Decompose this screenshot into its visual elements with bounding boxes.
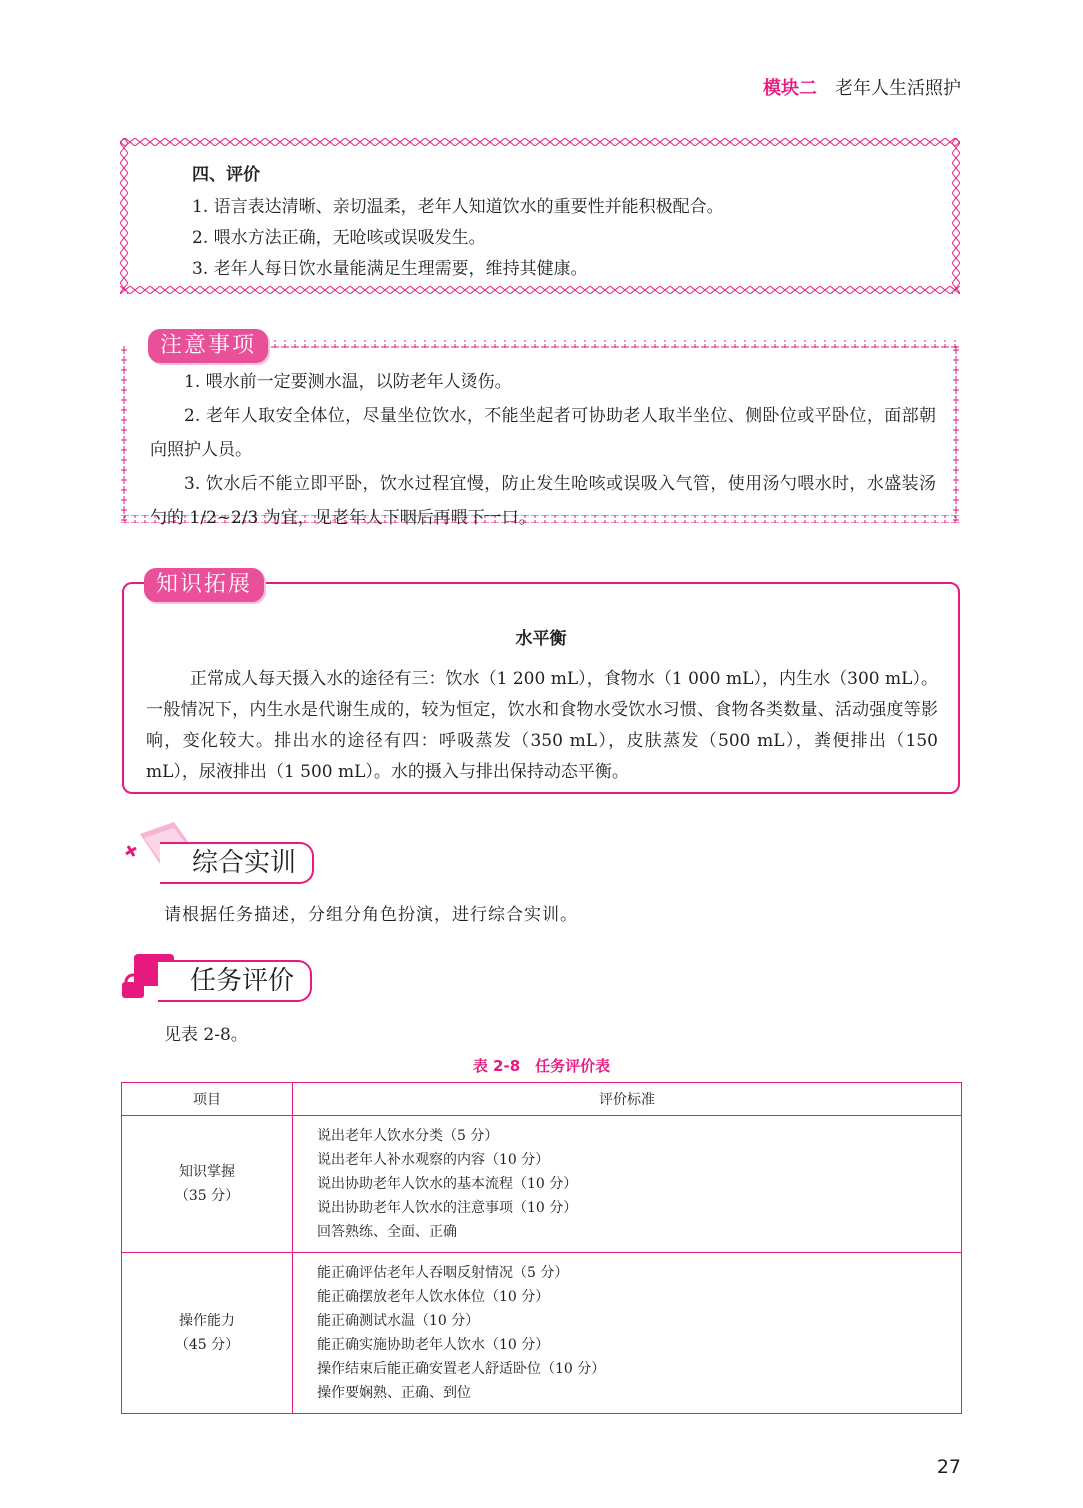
table-caption: 表 2-8 任务评价表 [472,1057,611,1075]
evaluation-box [120,138,960,294]
category-score: （45 分） [174,1337,240,1353]
knowledge-box [122,572,960,794]
evaluation-item: 3. 老年人每日饮水量能满足生理需要，维持其健康。 [192,259,588,279]
criteria-item: 操作要娴熟、正确、到位 [317,1385,471,1401]
module-label: 模块二 [763,78,817,99]
page-number: 27 [936,1456,961,1478]
criteria-item: 能正确摆放老年人饮水体位（10 分） [317,1289,550,1305]
notes-item-1: 1. 喂水前一定要测水温，以防老年人烫伤。 [184,372,512,392]
module-title: 老年人生活照护 [835,78,961,99]
evaluation-table [121,1082,962,1414]
header-criteria: 评价标准 [293,1083,962,1116]
criteria-cell [293,1116,962,1253]
training-text: 请根据任务描述，分组分角色扮演，进行综合实训。 [164,905,578,925]
task-eval-heading [120,948,340,1004]
notes-item-2: 2. 老年人取安全体位，尽量坐位饮水，不能坐起者可协助老人取半坐位、侧卧位或平卧位，面部朝向照护人员。 [150,406,936,460]
category-score: （35 分） [174,1188,240,1204]
notes-box [120,333,960,528]
criteria-item: 操作结束后能正确安置老人舒适卧位（10 分） [317,1361,606,1377]
task-eval-title: 任务评价 [158,960,312,1002]
notes-tag: 注意事项 [148,329,268,363]
category-name: 知识掌握 [179,1164,235,1180]
task-eval-text: 见表 2-8。 [164,1025,248,1045]
notes-item-3: 3. 饮水后不能立即平卧，饮水过程宜慢，防止发生呛咳或误吸入气管，使用汤勺喂水时，水盛装汤勺的 1/2~2/3 为宜，见老年人下咽后再喂下一口。 [150,474,936,528]
criteria-item: 回答熟练、全面、正确 [317,1224,457,1240]
category-name: 操作能力 [179,1313,235,1329]
criteria-item: 说出老年人补水观察的内容（10 分） [317,1152,550,1168]
evaluation-item: 1. 语言表达清晰、亲切温柔，老年人知道饮水的重要性并能积极配合。 [192,197,724,217]
table-row [122,1116,962,1253]
table-row [122,1253,962,1414]
knowledge-body: 正常成人每天摄入水的途径有三：饮水（1 200 mL），食物水（1 000 mL），内生水（300 mL）。一般情况下，内生水是代谢生成的，较为恒定，饮水和食物水受饮水习惯、食物各类数量、活动强度等影响，变化较大。排出水的途径有四：呼吸蒸发（350 mL），皮肤蒸发（500 mL），粪便排出（150 mL），尿液排出（1 500 mL）。水的摄入与排出保持动态平衡。 [146,669,938,782]
knowledge-title: 水平衡 [515,629,567,649]
criteria-item: 说出协助老年人饮水的基本流程（10 分） [317,1176,578,1192]
table-header-row [122,1083,962,1116]
criteria-item: 说出协助老年人饮水的注意事项（10 分） [317,1200,578,1216]
training-title: 综合实训 [160,842,314,884]
criteria-item: 能正确评估老年人吞咽反射情况（5 分） [317,1265,569,1281]
category-cell [122,1253,293,1414]
evaluation-item: 2. 喂水方法正确，无呛咳或误吸发生。 [192,228,486,248]
header-item: 项目 [122,1083,293,1116]
running-header [763,74,961,100]
criteria-item: 能正确测试水温（10 分） [317,1313,480,1329]
category-cell [122,1116,293,1253]
evaluation-heading: 四、评价 [192,165,260,185]
knowledge-tag: 知识拓展 [144,568,264,602]
criteria-item: 说出老年人饮水分类（5 分） [317,1128,499,1144]
criteria-item: 能正确实施协助老年人饮水（10 分） [317,1337,550,1353]
training-heading [120,820,340,884]
criteria-cell [293,1253,962,1414]
